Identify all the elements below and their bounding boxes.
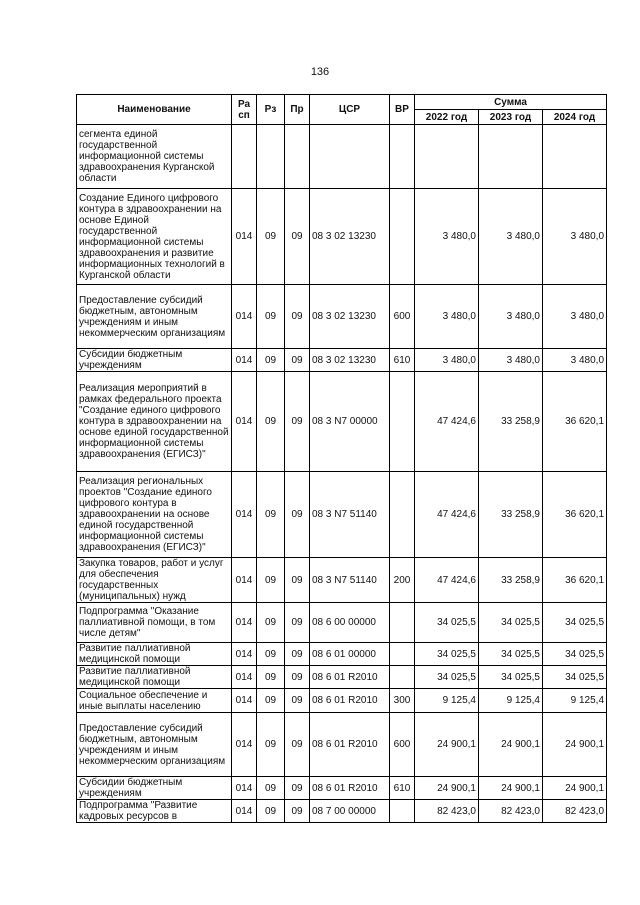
table-row [77,349,607,372]
cell-amount-2024: 36 620,1 [543,558,607,603]
cell-rz [257,125,285,189]
cell-rasp: 014 [232,643,257,666]
cell-amount-2023: 34 025,5 [479,643,543,666]
cell-vr [390,372,415,472]
cell-amount-2022: 34 025,5 [415,643,479,666]
cell-name: Реализация региональных проектов "Создание единого цифрового контура в здравоохранении на основе единой государственной информационной системы здравоохранения (ЕГИСЗ)" [77,472,232,558]
cell-vr: 200 [390,558,415,603]
cell-name: Подпрограмма "Развитие кадровых ресурсов в [77,800,232,823]
cell-amount-2024: 34 025,5 [543,603,607,643]
cell-name: Социальное обеспечение и иные выплаты населению [77,689,232,713]
cell-rz: 09 [257,643,285,666]
cell-name: Закупка товаров, работ и услуг для обеспечения государственных (муниципальных) нужд [77,558,232,603]
table-row [77,666,607,689]
cell-csr: 08 3 N7 51140 [310,472,390,558]
cell-rasp: 014 [232,349,257,372]
cell-amount-2023: 24 900,1 [479,777,543,800]
cell-amount-2023: 24 900,1 [479,713,543,777]
header-name: Наименование [77,95,232,125]
cell-amount-2023 [479,125,543,189]
cell-pr: 09 [285,558,310,603]
cell-rasp: 014 [232,666,257,689]
cell-pr: 09 [285,189,310,285]
cell-rasp: 014 [232,285,257,349]
cell-amount-2022: 34 025,5 [415,666,479,689]
cell-amount-2024: 9 125,4 [543,689,607,713]
cell-rz: 09 [257,285,285,349]
table-row [77,189,607,285]
cell-amount-2022: 34 025,5 [415,603,479,643]
cell-csr: 08 3 N7 51140 [310,558,390,603]
cell-rz: 09 [257,349,285,372]
cell-rasp: 014 [232,189,257,285]
cell-name: Подпрограмма "Оказание паллиативной помощи, в том числе детям" [77,603,232,643]
cell-csr: 08 3 02 13230 [310,285,390,349]
cell-csr: 08 3 N7 00000 [310,372,390,472]
cell-vr [390,666,415,689]
cell-rz: 09 [257,689,285,713]
cell-amount-2024: 34 025,5 [543,666,607,689]
table-row [77,643,607,666]
header-csr: ЦСР [310,95,390,125]
header-sum: Сумма [415,95,607,110]
cell-amount-2024: 36 620,1 [543,472,607,558]
cell-amount-2023: 9 125,4 [479,689,543,713]
cell-rasp: 014 [232,558,257,603]
cell-csr: 08 3 02 13230 [310,189,390,285]
cell-rz: 09 [257,189,285,285]
cell-amount-2022: 82 423,0 [415,800,479,823]
cell-amount-2022: 24 900,1 [415,777,479,800]
cell-amount-2024: 3 480,0 [543,189,607,285]
header-year-2024: 2024 год [543,110,607,125]
cell-vr [390,472,415,558]
cell-csr: 08 6 01 00000 [310,643,390,666]
table-row [77,125,607,189]
cell-name: Создание Единого цифрового контура в здравоохранении на основе Единой государственной информационной системы здравоохранения и развитие информационных технологий в Курганской области [77,189,232,285]
cell-amount-2023: 3 480,0 [479,285,543,349]
cell-pr: 09 [285,666,310,689]
cell-pr: 09 [285,372,310,472]
cell-amount-2023: 34 025,5 [479,603,543,643]
cell-rz: 09 [257,372,285,472]
cell-vr [390,189,415,285]
cell-csr: 08 6 01 R2010 [310,666,390,689]
cell-amount-2024 [543,125,607,189]
cell-vr: 600 [390,713,415,777]
cell-pr: 09 [285,777,310,800]
cell-amount-2023: 33 258,9 [479,372,543,472]
cell-csr: 08 7 00 00000 [310,800,390,823]
cell-name: Реализация мероприятий в рамках федерального проекта "Создание единого цифрового контура в здравоохранении на основе единой государственной информационной системы здравоохранения (ЕГИСЗ)" [77,372,232,472]
header-year-2023: 2023 год [479,110,543,125]
cell-pr: 09 [285,713,310,777]
cell-csr [310,125,390,189]
header-rz: Рз [257,95,285,125]
cell-csr: 08 6 00 00000 [310,603,390,643]
table-row [77,285,607,349]
cell-name: сегмента единой государственной информационной системы здравоохранения Курганской области [77,125,232,189]
cell-rasp: 014 [232,800,257,823]
header-year-2022: 2022 год [415,110,479,125]
cell-amount-2022: 3 480,0 [415,189,479,285]
cell-rz: 09 [257,777,285,800]
table-row [77,689,607,713]
cell-amount-2022: 3 480,0 [415,349,479,372]
cell-pr [285,125,310,189]
cell-amount-2022: 47 424,6 [415,558,479,603]
cell-vr: 610 [390,349,415,372]
table-row [77,558,607,603]
cell-amount-2024: 3 480,0 [543,285,607,349]
cell-rasp [232,125,257,189]
cell-rz: 09 [257,713,285,777]
table-row [77,713,607,777]
cell-name: Развитие паллиативной медицинской помощи [77,666,232,689]
cell-amount-2023: 3 480,0 [479,349,543,372]
cell-amount-2023: 34 025,5 [479,666,543,689]
cell-csr: 08 3 02 13230 [310,349,390,372]
cell-pr: 09 [285,472,310,558]
cell-pr: 09 [285,800,310,823]
cell-amount-2022: 47 424,6 [415,372,479,472]
cell-pr: 09 [285,603,310,643]
cell-amount-2022: 24 900,1 [415,713,479,777]
cell-amount-2022: 47 424,6 [415,472,479,558]
cell-pr: 09 [285,349,310,372]
cell-rasp: 014 [232,372,257,472]
table-body [77,125,607,823]
cell-pr: 09 [285,689,310,713]
cell-csr: 08 6 01 R2010 [310,777,390,800]
cell-amount-2024: 24 900,1 [543,713,607,777]
cell-csr: 08 6 01 R2010 [310,689,390,713]
cell-name: Субсидии бюджетным учреждениям [77,349,232,372]
cell-amount-2023: 3 480,0 [479,189,543,285]
cell-rz: 09 [257,666,285,689]
budget-table [76,94,607,823]
cell-rasp: 014 [232,603,257,643]
cell-amount-2024: 82 423,0 [543,800,607,823]
cell-rz: 09 [257,558,285,603]
cell-rasp: 014 [232,777,257,800]
cell-csr: 08 6 01 R2010 [310,713,390,777]
table-row [77,800,607,823]
table-row [77,372,607,472]
cell-name: Предоставление субсидий бюджетным, автономным учреждениям и иным некоммерческим организациям [77,285,232,349]
header-rasp: Ра сп [232,95,257,125]
cell-vr [390,603,415,643]
cell-name: Субсидии бюджетным учреждениям [77,777,232,800]
cell-vr: 300 [390,689,415,713]
page-number: 136 [310,66,330,78]
cell-name: Предоставление субсидий бюджетным, автономным учреждениям и иным некоммерческим организациям [77,713,232,777]
table-row [77,472,607,558]
cell-amount-2024: 34 025,5 [543,643,607,666]
cell-amount-2024: 36 620,1 [543,372,607,472]
cell-amount-2024: 24 900,1 [543,777,607,800]
cell-rasp: 014 [232,472,257,558]
header-pr: Пр [285,95,310,125]
cell-amount-2023: 33 258,9 [479,558,543,603]
table-row [77,603,607,643]
cell-rasp: 014 [232,713,257,777]
cell-name: Развитие паллиативной медицинской помощи [77,643,232,666]
cell-rz: 09 [257,472,285,558]
header-vr: ВР [390,95,415,125]
cell-vr: 610 [390,777,415,800]
cell-vr: 600 [390,285,415,349]
cell-amount-2022 [415,125,479,189]
cell-vr [390,643,415,666]
cell-amount-2022: 3 480,0 [415,285,479,349]
cell-amount-2023: 33 258,9 [479,472,543,558]
cell-pr: 09 [285,285,310,349]
cell-amount-2022: 9 125,4 [415,689,479,713]
cell-pr: 09 [285,643,310,666]
cell-rz: 09 [257,800,285,823]
cell-rz: 09 [257,603,285,643]
cell-vr [390,125,415,189]
cell-rasp: 014 [232,689,257,713]
cell-amount-2024: 3 480,0 [543,349,607,372]
table-row [77,777,607,800]
cell-amount-2023: 82 423,0 [479,800,543,823]
cell-vr [390,800,415,823]
